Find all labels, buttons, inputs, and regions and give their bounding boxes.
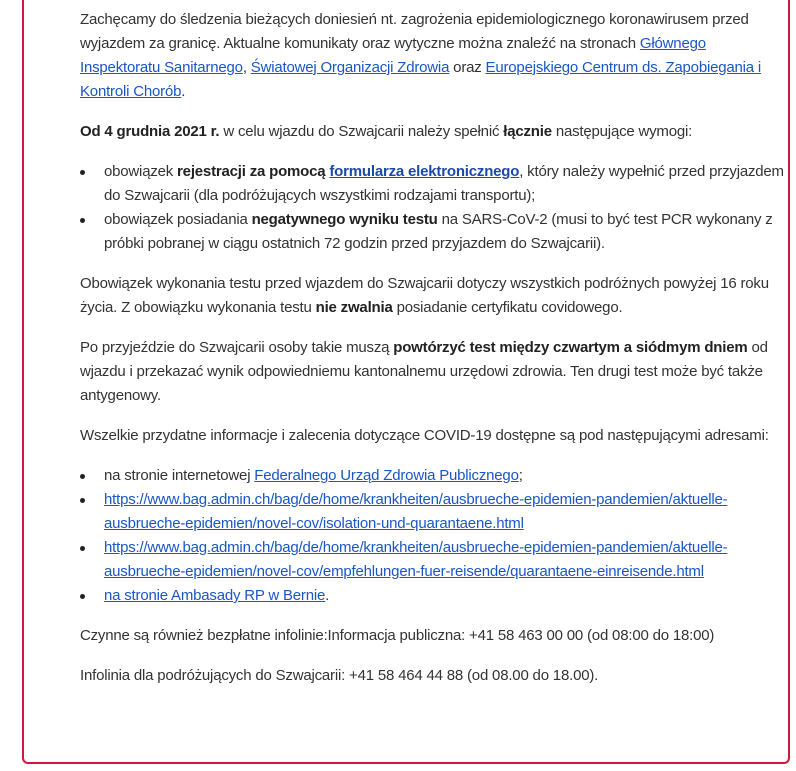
intro-paragraph [80, 8, 785, 104]
requirements-intro [80, 120, 785, 144]
list-item [80, 536, 785, 584]
link-bag-isolation[interactable]: https://www.bag.admin.ch/bag/de/home/krankheiten/ausbrueche-epidemien-pandemien/aktuelle-ausbrueche-epidemien/novel-cov/isolation-und-quarantaene.html [104, 491, 728, 532]
bold-text: łącznie [503, 123, 552, 140]
list-item [80, 208, 785, 256]
link-who[interactable]: Światowej Organizacji Zdrowia [250, 59, 450, 76]
link-embassy[interactable]: na stronie Ambasady RP w Bernie [104, 587, 326, 604]
text: ; [518, 467, 523, 484]
text: oraz [449, 59, 486, 76]
bold-text: nie zwalnia [315, 299, 393, 316]
text: . [181, 83, 186, 100]
requirements-list [80, 160, 785, 256]
info-links-list [80, 464, 785, 608]
bold-text: powtórzyć test między czwartym a siódmym dniem [393, 339, 748, 356]
text: obowiązek posiadania [104, 211, 252, 228]
link-ecdc[interactable]: Europejskiego Centrum ds. Zapobiegania i Kontroli Chorób [80, 59, 762, 100]
text: na stronie internetowej [104, 467, 255, 484]
text: następujące wymogi: [551, 123, 693, 140]
bold-text: rejestracji za pomocą [177, 163, 330, 180]
link-gis[interactable]: Głównego Inspektoratu Sanitarnego [80, 35, 706, 76]
text: , który należy wypełnić przed przyjazdem do Szwajcarii (dla podróżujących wszystkimi rodzajami transportu); [104, 163, 784, 204]
link-bag-quarantine[interactable]: https://www.bag.admin.ch/bag/de/home/krankheiten/ausbrueche-epidemien-pandemien/aktuelle-ausbrueche-epidemien/novel-cov/empfehlungen-fuer-reisende/quarantaene-einreisende.html [104, 539, 728, 580]
text: w celu wjazdu do Szwajcarii należy spełnić [219, 123, 504, 140]
text: od wjazdu i przekazać wynik odpowiedniemu kantonalnemu urzędowi zdrowia. Ten drugi test może być także antygenowy. [80, 339, 768, 404]
text: , [242, 59, 251, 76]
info-intro: Wszelkie przydatne informacje i zalecenia dotyczące COVID-19 dostępne są pod następującymi adresami: [80, 427, 769, 444]
text: Po przyjeździe do Szwajcarii osoby takie muszą [80, 339, 394, 356]
list-item [80, 584, 785, 608]
link-electronic-form[interactable]: formularza elektronicznego [329, 163, 520, 180]
text: posiadanie certyfikatu covidowego. [392, 299, 623, 316]
date-bold: Od 4 grudnia 2021 r. [80, 123, 220, 140]
link-fophealth[interactable]: Federalnego Urząd Zdrowia Publicznego [254, 467, 519, 484]
traveller-hotline-paragraph: Infolinia dla podróżujących do Szwajcarii: +41 58 464 44 88 (od 08.00 do 18.00). [80, 667, 599, 684]
list-item [80, 464, 785, 488]
list-item [80, 160, 785, 208]
list-item [80, 488, 785, 536]
bold-text: negatywnego wyniku testu [251, 211, 438, 228]
text: Obowiązek wykonania testu przed wjazdem do Szwajcarii dotyczy wszystkich podróżnych powyżej 16 roku życia. Z obowiązku wykonania testu [80, 275, 769, 316]
text: obowiązek [104, 163, 178, 180]
retest-paragraph [80, 336, 785, 408]
text: Zachęcamy do śledzenia bieżących doniesień nt. zagrożenia epidemiologicznego koronawirusem przed wyjazdem za granicę. Aktualne komunikaty oraz wytyczne można znaleźć na stronach [80, 11, 749, 52]
article-content [80, 8, 785, 704]
text: na SARS-CoV-2 (musi to być test PCR wykonany z próbki pobranej w ciągu ostatnich 72 godzin przed przyjazdem do Szwajcarii). [104, 211, 773, 252]
text: . [325, 587, 330, 604]
test-paragraph [80, 272, 785, 320]
hotline-paragraph: Czynne są również bezpłatne infolinie:Informacja publiczna: +41 58 463 00 00 (od 08:00 do 18:00) [80, 627, 715, 644]
